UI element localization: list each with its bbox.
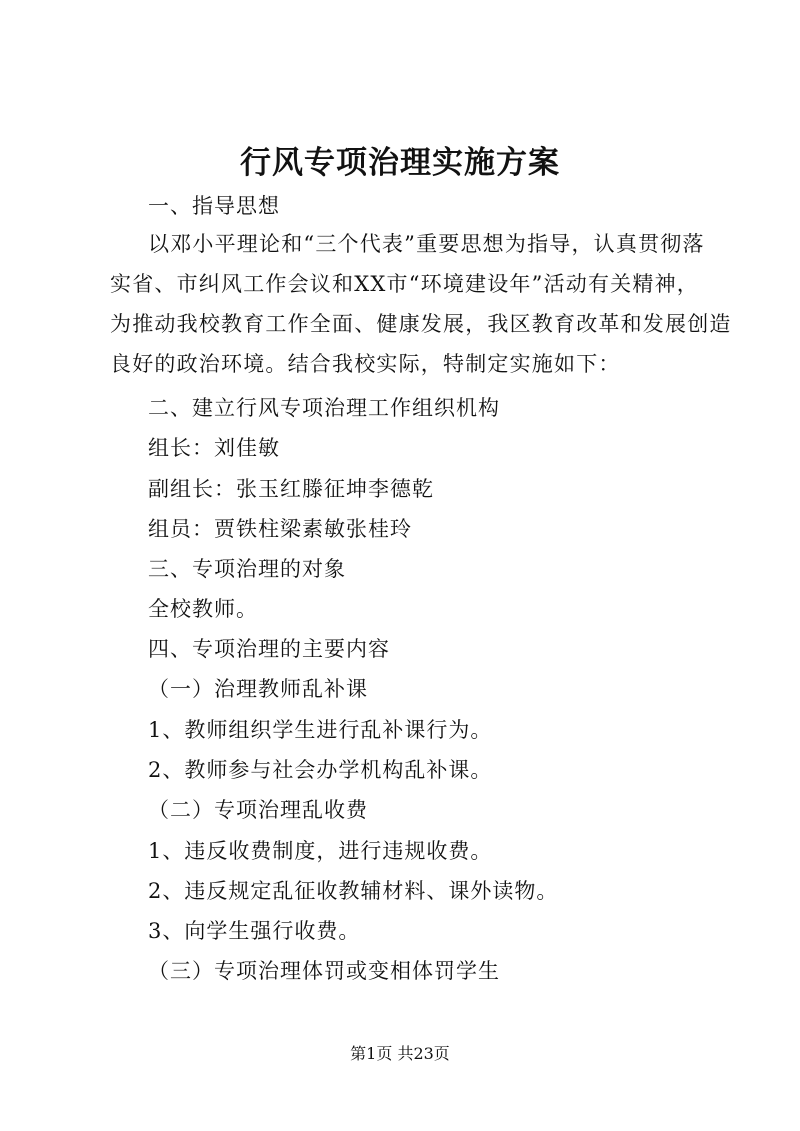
list-item: 3、向学生强行收费。 [148, 919, 361, 943]
section-heading-guiding-ideology: 一、指导思想 [148, 194, 280, 218]
leader-line: 组长：刘佳敏 [148, 436, 280, 460]
paragraph-line: 为推动我校教育工作全面、健康发展，我区教育改革和发展创造 [110, 312, 732, 336]
subsection-heading-fees: （二）专项治理乱收费 [148, 798, 368, 822]
deputy-leader-line: 副组长：张玉红滕征坤李德乾 [148, 477, 434, 501]
paragraph-line: 实省、市纠风工作会议和XX市“环境建设年”活动有关精神， [110, 272, 699, 296]
members-line: 组员：贾铁柱梁素敏张桂玲 [148, 517, 412, 541]
subsection-heading-tutoring: （一）治理教师乱补课 [148, 677, 368, 701]
paragraph-line: 以邓小平理论和“三个代表”重要思想为指导，认真贯彻落 [148, 232, 705, 256]
list-item: 1、教师组织学生进行乱补课行为。 [148, 718, 493, 742]
paragraph-line: 良好的政治环境。结合我校实际，特制定实施如下： [110, 352, 621, 376]
list-item: 2、教师参与社会办学机构乱补课。 [148, 758, 493, 782]
section-heading-target: 三、专项治理的对象 [148, 557, 346, 581]
section-heading-main-content: 四、专项治理的主要内容 [148, 637, 390, 661]
target-line: 全校教师。 [148, 597, 258, 621]
list-item: 1、违反收费制度，进行违规收费。 [148, 839, 493, 863]
list-item: 2、违反规定乱征收教辅材料、课外读物。 [148, 879, 559, 903]
document-title: 行风专项治理实施方案 [240, 145, 560, 181]
section-heading-organization: 二、建立行风专项治理工作组织机构 [148, 396, 500, 420]
paragraph-guiding-ideology [110, 228, 732, 388]
subsection-heading-punishment: （三）专项治理体罚或变相体罚学生 [148, 959, 500, 983]
page-number-footer: 第1页 共23页 [350, 1044, 450, 1063]
